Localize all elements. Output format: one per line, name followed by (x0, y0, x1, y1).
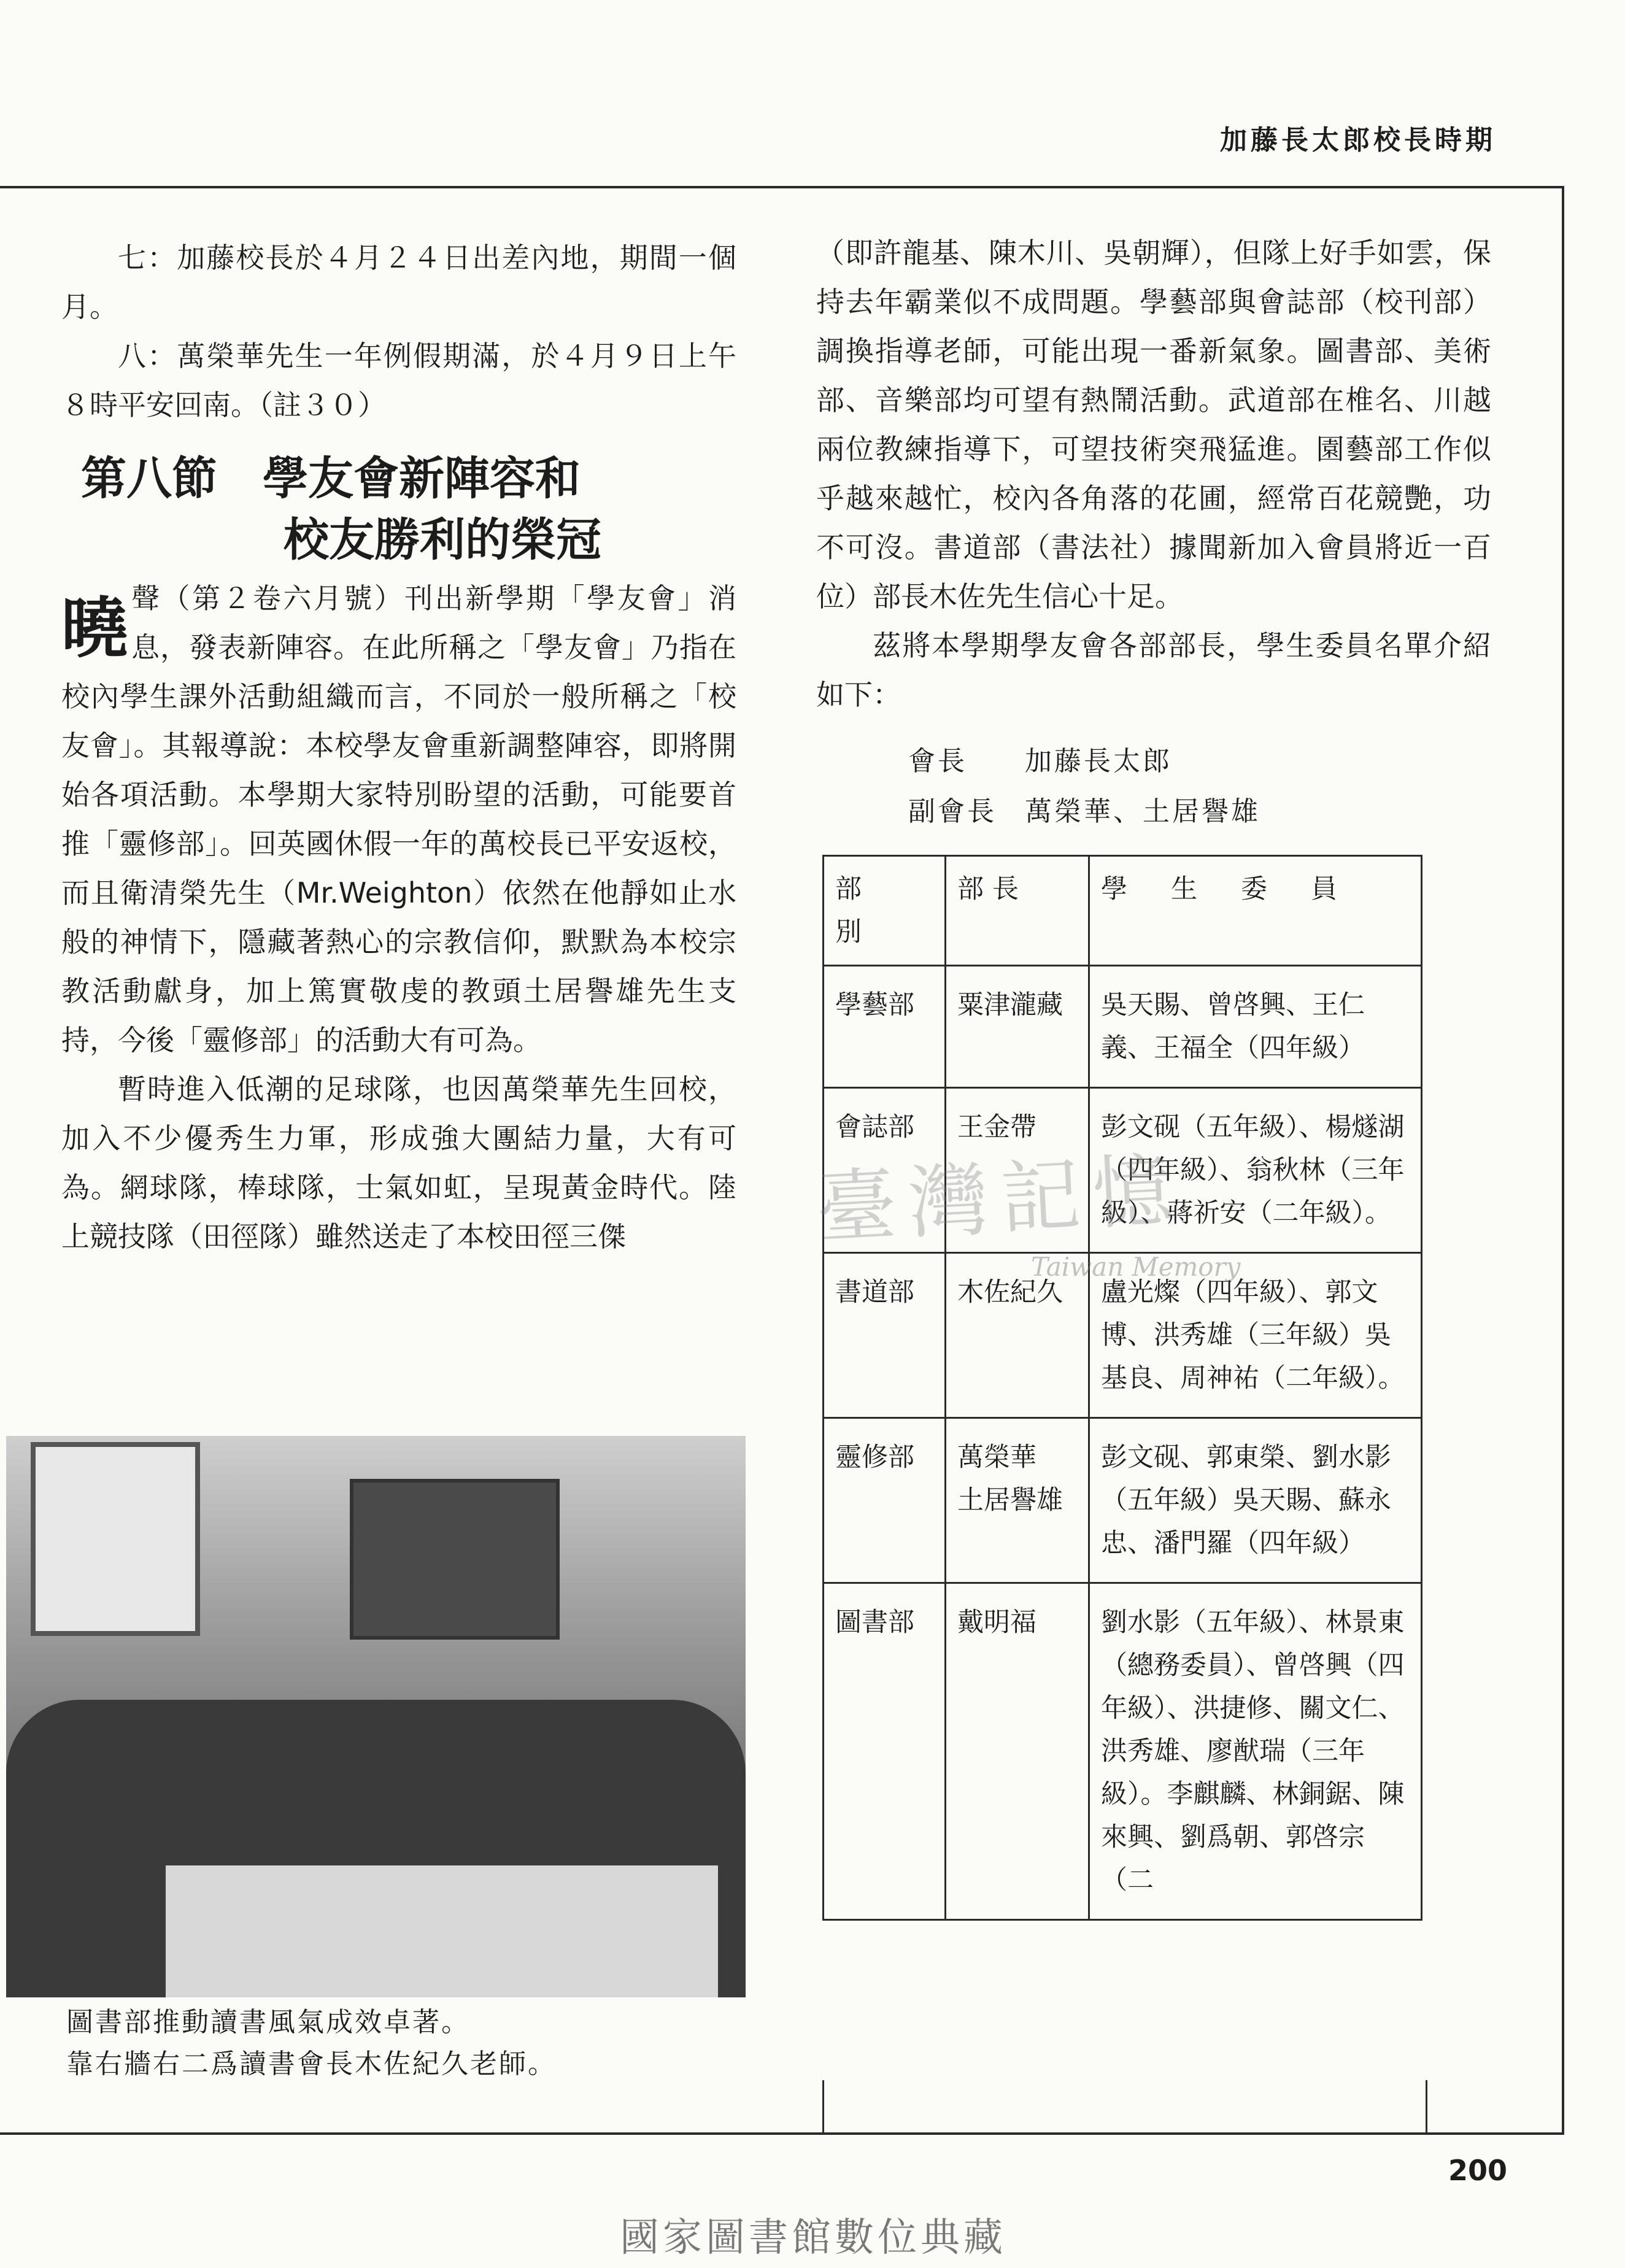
officers-list (908, 736, 1260, 837)
dept-cell: 圖書部 (824, 1583, 946, 1920)
left-column-body (61, 574, 736, 1261)
officer-row (908, 787, 1260, 837)
header-rule (0, 186, 1562, 188)
paragraph: 聲（第２卷六月號）刊出新學期「學友會」消息，發表新陣容。在此所稱之「學友會」乃指在校內學生課外活動組織而言，不同於一般所稱之「校友會」。其報導說：本校學友會重新調整陣容，即將開始各項活動。本學期大家特別盼望的活動，可能要首推「靈修部」。回英國休假一年的萬校長已平安返校，而且衛清榮先生（Mr.Weighton）依然在他靜如止水般的神情下，隱藏著熱心的宗教信仰，默默為本校宗教活動獻身，加上篤實敬虔的教頭土居譽雄先生支持，今後「靈修部」的活動大有可為。 (61, 582, 736, 1057)
table-books-shape (166, 1865, 718, 1997)
officer-row (908, 736, 1260, 787)
head-cell: 萬榮華 土居譽雄 (946, 1418, 1089, 1583)
paragraph: 八：萬榮華先生一年例假期滿，於４月９日上午８時平安回南。（註３０） (61, 339, 736, 422)
dept-cell: 學藝部 (824, 966, 946, 1088)
library-club-photo (6, 1436, 746, 1997)
table-continuation (822, 2080, 1427, 2132)
table-row (824, 1418, 1422, 1583)
table-row (824, 1583, 1422, 1920)
column-header: 部 別 (824, 856, 946, 966)
page-number: 200 (1448, 2154, 1507, 2187)
watermark-subtitle: Taiwan Memory (1031, 1252, 1241, 1282)
officer-role: 副會長 (908, 796, 997, 827)
caption-line: 圖書部推動讀書風氣成效卓著。 (66, 2007, 470, 2038)
dept-cell: 靈修部 (824, 1418, 946, 1583)
right-column-body (816, 228, 1491, 719)
paragraph: （即許龍基、陳木川、吳朝輝），但隊上好手如雲，保持去年霸業似不成問題。學藝部與會誌部（校刊部）調換指導老師，可能出現一番新氣象。圖書部、美術部、音樂部均可望有熱鬧活動。武道部在椎名、川越兩位教練指導下，可望技術突飛猛進。園藝部工作似乎越來越忙，校內各角落的花圃，經常百花競艷，功不可沒。書道部（書法社）據聞新加入會員將近一百位）部長木佐先生信心十足。 (816, 236, 1491, 613)
section-title-line1: 第八節 學友會新陣容和 (81, 452, 581, 505)
head-cell: 粟津瀧藏 (946, 966, 1089, 1088)
officer-name: 加藤長太郎 (1025, 746, 1172, 777)
dept-cell: 會誌部 (824, 1088, 946, 1253)
head-cell: 戴明福 (946, 1583, 1089, 1920)
members-cell: 彭文砚（五年級）、楊燧湖（四年級）、翁秋林（三年級）、蔣祈安（二年級）。 (1089, 1088, 1422, 1253)
section-title (81, 448, 601, 571)
archive-footer: 國家圖書館數位典藏 (620, 2215, 1006, 2261)
dept-cell: 書道部 (824, 1253, 946, 1418)
paragraph: 茲將本學期學友會各部部長，學生委員名單介紹如下： (816, 629, 1491, 711)
running-header: 加藤長太郎校長時期 (1220, 125, 1496, 156)
watermark: 臺灣記憶 (814, 1143, 1187, 1256)
head-cell: 木佐紀久 (946, 1253, 1089, 1418)
photo-caption (66, 2002, 557, 2085)
members-cell: 劉水影（五年級）、林景東（總務委員）、曾啓興（四年級）、洪捷修、關文仁、洪秀雄、廖猷瑞（三年級）。李麒麟、林銅鋸、陳來興、劉爲朝、郭啓宗（二 (1089, 1583, 1422, 1920)
caption-line: 靠右牆右二爲讀書會長木佐紀久老師。 (66, 2048, 557, 2080)
officer-name: 萬榮華、土居譽雄 (1025, 796, 1260, 827)
members-cell: 彭文砚、郭東榮、劉水影（五年級）吳天賜、蘇永忠、潘門羅（四年級） (1089, 1418, 1422, 1583)
left-column-top (61, 233, 736, 430)
table-row (824, 966, 1422, 1088)
column-header: 部長 (946, 856, 1089, 966)
window-shape (31, 1442, 200, 1636)
head-cell: 王金帶 (946, 1088, 1089, 1253)
committee-table (822, 855, 1422, 1921)
paragraph: 七：加藤校長於４月２４日出差內地，期間一個月。 (61, 241, 736, 323)
members-cell: 吳天賜、曾啓興、王仁義、王福全（四年級） (1089, 966, 1422, 1088)
footer-rule (0, 2132, 1562, 2135)
bookshelf-shape (350, 1479, 560, 1640)
dropcap: 曉 (61, 590, 128, 667)
section-title-line2: 校友勝利的榮冠 (284, 514, 601, 566)
table-header-row (824, 856, 1422, 966)
members-cell: 盧光燦（四年級）、郭文博、洪秀雄（三年級）吳基良、周神祐（二年級）。 (1089, 1253, 1422, 1418)
paragraph: 暫時進入低潮的足球隊，也因萬榮華先生回校，加入不少優秀生力軍，形成強大團結力量，大有可為。網球隊，棒球隊，士氣如虹，呈現黃金時代。陸上競技隊（田徑隊）雖然送走了本校田徑三傑 (61, 1073, 736, 1253)
officer-role: 會長 (908, 746, 967, 777)
column-header: 學 生 委 員 (1089, 856, 1422, 966)
right-border-rule (1562, 186, 1564, 2135)
